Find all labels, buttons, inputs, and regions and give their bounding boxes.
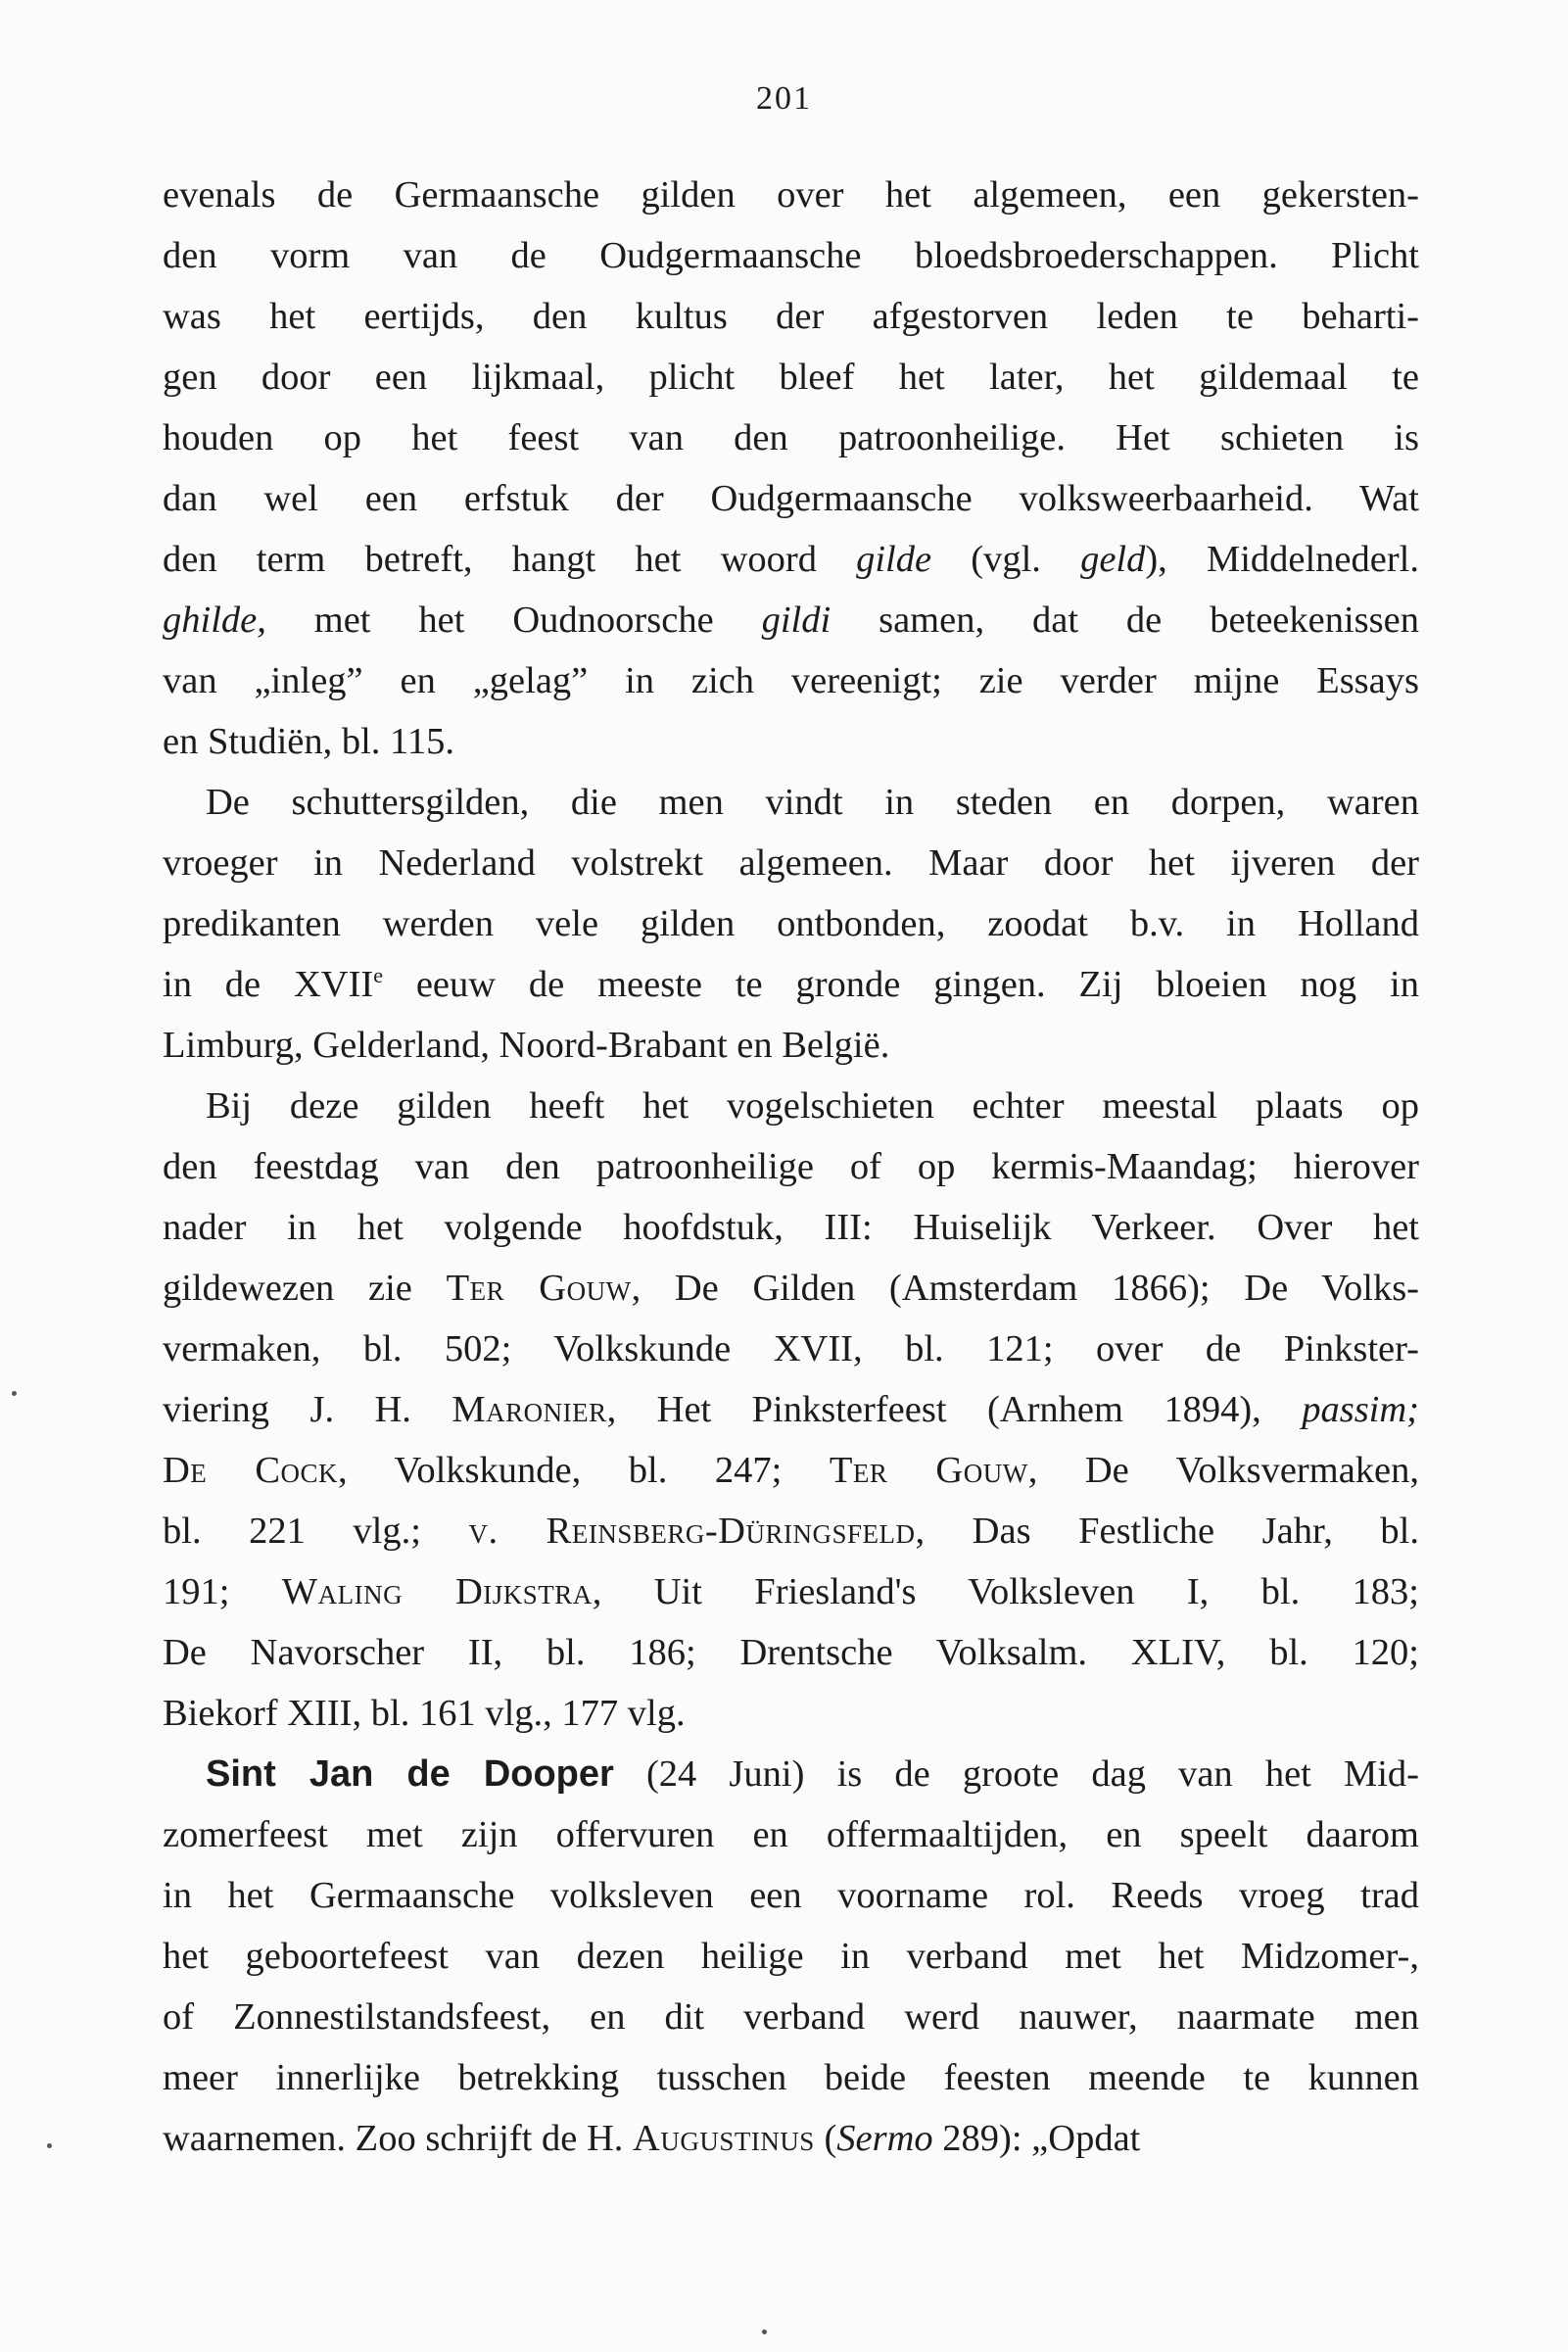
text-line [163,2047,1419,2108]
text-line [163,1379,1419,1440]
text-run: 289): „Opdat [932,2118,1141,2159]
text-line [163,529,1419,590]
scan-speck [762,2329,767,2334]
text-line [163,2108,1419,2169]
text-run: , De Gilden (Amsterdam 1866); De Volks- [631,1268,1419,1309]
text-run: De Cock [163,1450,339,1491]
text-run: vroeger in Nederland volstrekt algemeen. Maar door het ijveren der [163,842,1419,884]
text-run: , De Volksvermaken, [1027,1450,1420,1491]
text-run: , Volkskunde, bl. 247; [338,1450,830,1491]
text-run: De Navorscher II, bl. 186; Drentsche Volksalm. XLIV, bl. 120; [163,1632,1419,1673]
text-run: Bij deze gilden heeft het vogelschieten echter meestal plaats op [206,1085,1419,1127]
text-run: v. Reinsberg-Düringsfeld [468,1511,916,1552]
text-line [163,1197,1419,1258]
text-run: Maronier [451,1389,607,1430]
text-run: het geboortefeest van dezen heilige in verband met het Midzomer-, [163,1936,1419,1977]
page-number: 201 [756,80,812,117]
text-line [163,1683,1419,1744]
text-run: De schuttersgilden, die men vindt in steden en dorpen, waren [206,782,1419,823]
text-run: viering J. H. [163,1389,452,1430]
text-line [163,1136,1419,1197]
text-run: in het Germaansche volksleven een voorname rol. Reeds vroeg trad [163,1875,1419,1916]
text-run: , Das Festliche Jahr, bl. [915,1511,1419,1552]
text-run: predikanten werden vele gilden ontbonden, zoodat b.v. in Holland [163,903,1419,944]
text-run: samen, dat de beteekenissen [831,600,1419,641]
text-run: eeuw de meeste te gronde gingen. Zij bloeien nog in [383,964,1419,1005]
text-run: den feestdag van den patroonheilige of op kermis-Maandag; hierover [163,1146,1419,1187]
text-run: e [373,963,383,988]
text-line [163,1622,1419,1683]
text-line [163,1076,1419,1136]
text-run: en Studiën, bl. 115. [163,721,454,762]
text-run: gildi [761,600,832,641]
text-line [163,1561,1419,1622]
text-run: waarnemen. Zoo schrijft de H. [163,2118,634,2159]
text-run: Ter Gouw [829,1450,1028,1491]
text-run: met het Oudnoorsche [265,600,762,641]
text-run: evenals de Germaansche gilden over het algemeen, een gekersten- [163,174,1419,216]
text-run: gildewezen zie [163,1268,447,1309]
text-run: Biekorf XIII, bl. 161 vlg., 177 vlg. [163,1693,686,1734]
text-line [163,1987,1419,2047]
text-run: ), Middelnederl. [1145,539,1419,580]
text-line [163,1804,1419,1865]
text-run: nader in het volgende hoofdstuk, III: Huiselijk Verkeer. Over het [163,1207,1419,1248]
text-run: meer innerlijke betrekking tusschen beide feesten meende te kunnen [163,2057,1419,2098]
text-line [163,1744,1419,1804]
text-run: gen door een lijkmaal, plicht bleef het later, het gildemaal te [163,357,1419,398]
text-run: Sermo [836,2118,933,2159]
text-run: , Uit Friesland's Volksleven I, bl. 183; [592,1571,1420,1612]
text-run: (vgl. [931,539,1081,580]
text-line [163,165,1419,225]
scan-speck [12,1391,17,1396]
section-heading: Sint Jan de Dooper [206,1753,614,1795]
text-run: , Het Pinksterfeest (Arnhem 1894), [606,1389,1303,1430]
text-line [163,772,1419,833]
text-line [163,833,1419,893]
text-run: zomerfeest met zijn offervuren en offermaaltijden, en speelt daarom [163,1814,1419,1855]
text-line [163,1319,1419,1379]
text-run: vermaken, bl. 502; Volkskunde XVII, bl. 121; over de Pinkster- [163,1328,1419,1369]
text-run: gilde [856,539,932,580]
text-line [163,347,1419,408]
text-line [163,468,1419,529]
text-run: den vorm van de Oudgermaansche bloedsbroederschappen. Plicht [163,235,1419,276]
scan-speck [47,2143,52,2148]
text-line [163,1926,1419,1987]
text-line [163,408,1419,468]
text-line [163,711,1419,772]
text-run: Waling Dijkstra [281,1571,593,1612]
text-run: van „inleg” en „gelag” in zich vereenigt; zie verder mijne Essays [163,660,1419,701]
text-run: den term betreft, hangt het woord [163,539,857,580]
text-run: 191; [163,1571,282,1612]
text-run: ghilde, [163,600,266,641]
text-line [163,590,1419,650]
text-line [163,1865,1419,1926]
body-text [163,165,1419,2169]
text-run: Limburg, Gelderland, Noord-Brabant en België. [163,1025,890,1066]
text-line [163,1501,1419,1561]
text-line [163,1258,1419,1319]
text-run: was het eertijds, den kultus der afgestorven leden te beharti- [163,296,1419,337]
text-run: houden op het feest van den patroonheilige. Het schieten is [163,417,1419,458]
text-run: ( [814,2118,837,2159]
text-run: in de XVII [163,964,374,1005]
text-run: Ter Gouw [446,1268,632,1309]
text-line [163,893,1419,954]
text-run: (24 Juni) is de groote dag van het Mid- [613,1753,1419,1795]
text-run: dan wel een erfstuk der Oudgermaansche volksweerbaarheid. Wat [163,478,1419,519]
text-line [163,286,1419,347]
text-run: passim; [1302,1389,1420,1430]
text-run: of Zonnestilstandsfeest, en dit verband werd nauwer, naarmate men [163,1996,1419,2038]
text-line [163,1015,1419,1076]
text-line [163,954,1419,1015]
text-run: geld [1080,539,1146,580]
text-line [163,1440,1419,1501]
text-run: Augustinus [633,2118,815,2159]
text-line [163,225,1419,286]
text-run: bl. 221 vlg.; [163,1511,469,1552]
text-line [163,650,1419,711]
